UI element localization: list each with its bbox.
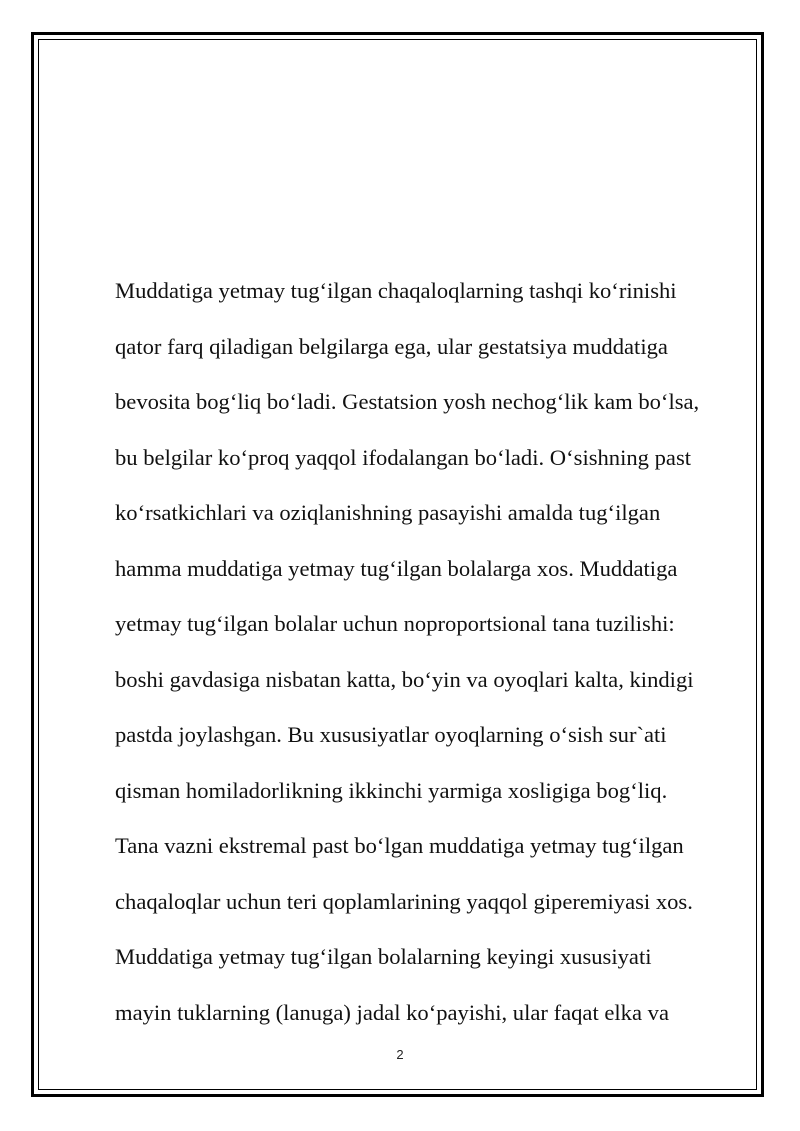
text-line: Muddatiga yetmay tug‘ilgan bolalarning keyingi xususiyati — [115, 944, 652, 969]
text-line: boshi gavdasiga nisbatan katta, bo‘yin va oyoqlari kalta, kindigi — [115, 666, 694, 692]
text-line: hamma muddatiga yetmay tug‘ilgan bolalarga xos. Muddatiga — [115, 555, 678, 581]
text-line: bevosita bog‘liq bo‘ladi. Gestatsion yosh nechog‘lik kam bo‘lsa, — [115, 389, 700, 414]
text-line: pastda joylashgan. Bu xususiyatlar oyoqlarning o‘sish sur`ati — [115, 722, 667, 747]
text-line: Tana vazni ekstremal past bo‘lgan muddatiga yetmay tug‘ilgan — [115, 833, 684, 858]
text-line: yetmay tug‘ilgan bolalar uchun noproportsional tana tuzilishi: — [115, 611, 675, 636]
text-line: chaqaloqlar uchun teri qoplamlarining yaqqol giperemiyasi xos. — [115, 888, 693, 914]
text-line: mayin tuklarning (lanuga) jadal ko‘payishi, ular faqat elka va — [115, 999, 669, 1025]
text-line: qisman homiladorlikning ikkinchi yarmiga xosligiga bog‘liq. — [115, 777, 668, 803]
body-text — [115, 272, 755, 1049]
text-line: bu belgilar ko‘proq yaqqol ifodalangan bo‘ladi. O‘sishning past — [115, 444, 692, 470]
text-line: Muddatiga yetmay tug‘ilgan chaqaloqlarning tashqi ko‘rinishi — [115, 278, 677, 303]
text-line: ko‘rsatkichlari va oziqlanishning pasayishi amalda tug‘ilgan — [115, 500, 661, 525]
page-number: 2 — [396, 1047, 404, 1062]
text-line: qator farq qiladigan belgilarga ega, ular gestatsiya muddatiga — [115, 333, 668, 359]
